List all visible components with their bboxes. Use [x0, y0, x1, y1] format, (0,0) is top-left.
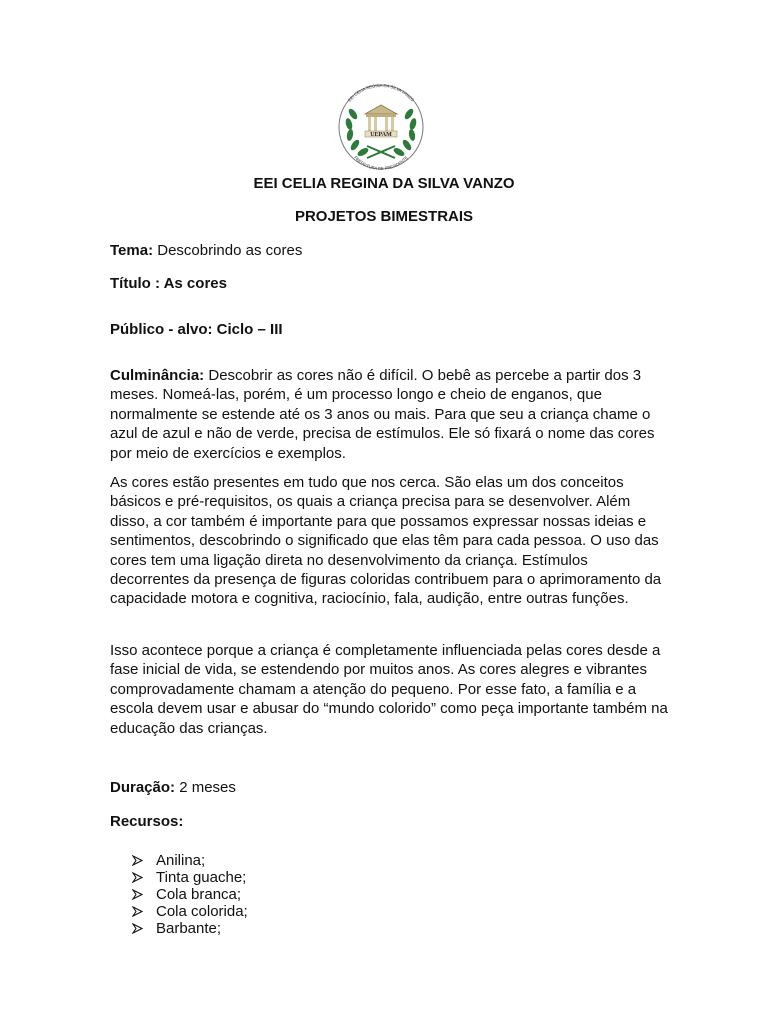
paragraph-2	[110, 473, 670, 609]
recursos-label: Recursos:	[110, 813, 184, 830]
culminancia-paragraph	[110, 366, 670, 463]
titulo-label: Título : As cores	[110, 275, 227, 292]
culminancia-label: Culminância:	[110, 367, 205, 384]
arrow-bullet-icon	[132, 872, 143, 883]
paragraph-2-text: As cores estão presentes em tudo que nos cerca. São elas um dos conceitos básicos e pré-requisitos, os quais a criança precisa para se desenvolver. Além disso, a cor também é importante para que possamos expressar nossas ideias e sentimentos, descobrindo o significado que elas têm para cada pessoa. O uso das cores tem uma ligação direta no desenvolvimento da criança. Estímulos decorrentes da presença de figuras coloridas contribuem para o aprimoramento da capacidade motora e cognitiva, raciocínio, fala, audição, entre outras funções.	[110, 474, 662, 608]
paragraph-3-text: Isso acontece porque a criança é completamente influenciada pelas cores desde a fase inicial de vida, se estendendo por muitos anos. As cores alegres e vibrantes comprovadamente chamam a atenção do pequeno. Por esse fato, a família e a escola devem usar e abusar do “mundo colorido” como peça importante também na educação das crianças.	[110, 642, 668, 737]
tema-label: Tema:	[110, 242, 154, 259]
arrow-bullet-icon	[132, 923, 143, 934]
duracao-value: 2 meses	[175, 779, 236, 796]
duracao-label: Duração:	[110, 779, 176, 796]
list-item: Tinta guache;	[132, 869, 248, 886]
recursos-list	[132, 852, 248, 937]
svg-text:EEI CELIA REGINA DA SILVA VANZ: EEI CELIA REGINA DA SILVA VANZO	[346, 84, 416, 103]
tema-line	[110, 242, 302, 259]
tema-value: Descobrindo as cores	[153, 242, 303, 259]
list-item: Anilina;	[132, 852, 248, 869]
recursos-heading	[110, 813, 183, 830]
list-item: Cola colorida;	[132, 903, 248, 920]
school-seal-logo	[327, 84, 435, 170]
culminancia-text: Descobrir as cores não é difícil. O bebê as percebe a partir dos 3 meses. Nomeá-las, porém, é um processo longo e cheio de enganos, que normalmente se estende até os 3 anos ou mais. Para que seu a criança chame o azul de azul e não de verde, precisa de estímulos. Ele só fixará o nome das cores por meio de exercícios e exemplos.	[110, 367, 655, 462]
list-item: Barbante;	[132, 920, 248, 937]
list-item: Cola branca;	[132, 886, 248, 903]
paragraph-3	[110, 641, 670, 738]
arrow-bullet-icon	[132, 889, 143, 900]
titulo-line	[110, 275, 227, 292]
document-title: PROJETOS BIMESTRAIS	[294, 208, 474, 225]
publico-label: Público - alvo: Ciclo – III	[110, 321, 283, 338]
arrow-bullet-icon	[132, 906, 143, 917]
arrow-bullet-icon	[132, 855, 143, 866]
publico-line	[110, 321, 283, 338]
svg-text:UEPAM: UEPAM	[370, 132, 392, 138]
duracao-line	[110, 779, 236, 796]
school-name: EEI CELIA REGINA DA SILVA VANZO	[253, 175, 515, 192]
svg-text:PREFEITURA DE PRESIDENTE: PREFEITURA DE PRESIDENTE	[353, 154, 409, 170]
